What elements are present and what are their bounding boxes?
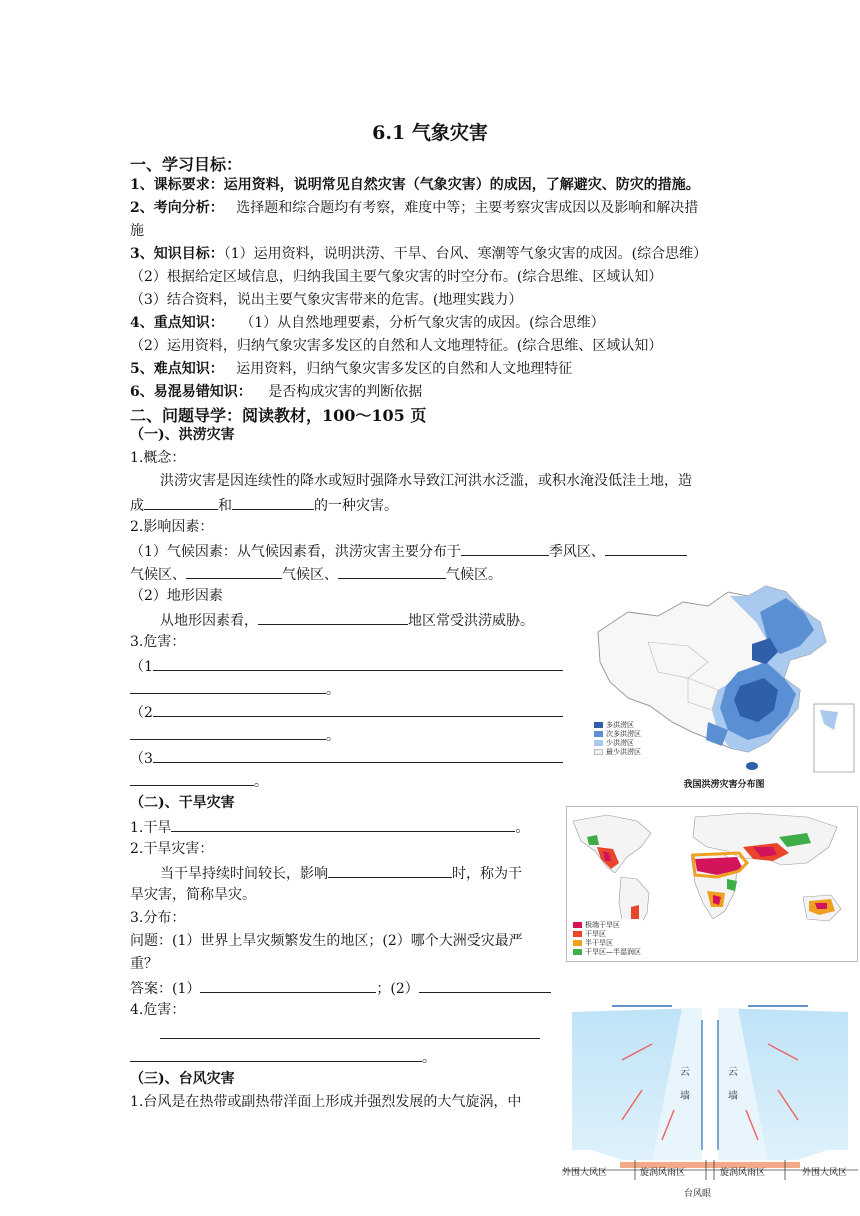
- legend-label: 多洪涝区: [606, 720, 634, 729]
- typhoon-heading: （三)、台风灾害: [130, 1071, 235, 1087]
- flood-climate-factor-cont: [130, 564, 502, 584]
- flood-terrain-text: [160, 610, 534, 630]
- text: 的一种灾害。: [314, 498, 398, 514]
- world-drought-map: [566, 806, 858, 962]
- blank-input[interactable]: [144, 495, 218, 510]
- text: （2: [130, 705, 153, 721]
- legend-label: 极端干旱区: [585, 920, 620, 929]
- flood-harm-3: [130, 748, 563, 768]
- text: 季风区、: [548, 544, 605, 560]
- blank-input[interactable]: [130, 679, 326, 694]
- legend-label: 半干旱区: [585, 938, 613, 947]
- blank-input[interactable]: [338, 564, 446, 579]
- wall-char: 墙: [728, 1091, 738, 1102]
- drought-harm-label: 4.危害：: [130, 1002, 186, 1018]
- text: 。: [422, 1050, 436, 1066]
- blank-input[interactable]: [160, 1024, 540, 1039]
- flood-factors-label: 2.影响因素：: [130, 519, 214, 535]
- vortex-rain-zone-right: 旋涡风雨区: [720, 1168, 766, 1178]
- knowledge-goal-3: （3）结合资料，说出主要气象灾害带来的危害。(地理实践力）: [130, 292, 523, 308]
- flood-harm-1-cont: [130, 679, 340, 699]
- legend-label: 干旱区—半湿润区: [585, 947, 641, 956]
- flood-harm-1: [130, 656, 563, 676]
- drought-question-cont: 重？: [130, 956, 158, 972]
- flood-concept-label: 1.概念：: [130, 450, 186, 466]
- text: 。: [326, 728, 340, 744]
- drought-heading: （二)、干旱灾害: [130, 795, 235, 811]
- legend-swatch: [573, 949, 582, 955]
- text: 1.干旱: [130, 820, 172, 836]
- cloud-wall-label-right: [728, 1066, 738, 1104]
- blank-input[interactable]: [258, 610, 408, 625]
- text: 气候区。: [446, 567, 502, 583]
- exam-analysis-cont: 施: [130, 223, 144, 239]
- difficult-knowledge-label: 5、难点知识：: [130, 361, 224, 377]
- legend-item: [594, 747, 641, 756]
- blank-input[interactable]: [171, 817, 515, 832]
- legend-label: 干旱区: [585, 929, 606, 938]
- blank-input[interactable]: [130, 771, 254, 786]
- world-map-legend: [571, 919, 643, 957]
- key-knowledge-2: （2）运用资料，归纳气象灾害多发区的自然和人文地理特征。(综合思维、区域认知）: [130, 338, 663, 354]
- cloud-char: 云: [680, 1067, 690, 1078]
- curriculum-requirement: 1、课标要求：运用资料，说明常见自然灾害（气象灾害）的成因，了解避灾、防灾的措施。: [130, 177, 700, 193]
- blank-input[interactable]: [200, 978, 376, 993]
- drought-answer: [130, 978, 551, 998]
- drought-question: 问题：(1）世界上旱灾频繁发生的地区；(2）哪个大洲受灾最严: [130, 933, 523, 949]
- text: 。: [326, 682, 340, 698]
- key-knowledge-1: （1）从自然地理要素，分析气象灾害的成因。(综合思维）: [240, 315, 605, 331]
- text: 时，称为干: [452, 866, 522, 882]
- legend-label: 次多洪涝区: [606, 729, 641, 738]
- text: ；(2）: [376, 981, 419, 997]
- legend-swatch: [594, 749, 603, 755]
- difficult-knowledge-text: 运用资料，归纳气象灾害多发区的自然和人文地理特征: [236, 361, 573, 377]
- section-2-heading: 二、问题导学：阅读教材，100～105 页: [130, 406, 427, 425]
- legend-swatch: [573, 922, 582, 928]
- confusing-knowledge-text: 是否构成灾害的判断依据: [268, 384, 423, 400]
- exam-analysis-label: 2、考向分析：: [130, 200, 224, 216]
- vortex-rain-zone-left: 旋涡风雨区: [640, 1168, 686, 1178]
- outer-wind-zone-right: 外围大风区: [802, 1168, 848, 1178]
- blank-input[interactable]: [419, 978, 551, 993]
- blank-input[interactable]: [130, 725, 326, 740]
- legend-swatch: [573, 931, 582, 937]
- blank-input[interactable]: [232, 495, 314, 510]
- text: 答案：(1）: [130, 981, 201, 997]
- section-1-heading: 一、学习目标：: [130, 155, 243, 174]
- key-knowledge: [130, 314, 605, 332]
- legend-swatch: [594, 740, 603, 746]
- typhoon-graphic: [562, 1000, 858, 1216]
- legend-swatch: [573, 940, 582, 946]
- text: 。: [515, 820, 530, 836]
- difficult-knowledge: [130, 360, 572, 378]
- text: 地区常受洪涝威胁。: [408, 613, 534, 629]
- flood-harm-2-cont: [130, 725, 340, 745]
- legend-label: 最少洪涝区: [606, 747, 641, 756]
- text: （3: [130, 751, 153, 767]
- text: （1: [130, 659, 153, 675]
- drought-distribution-label: 3.分布：: [130, 910, 186, 926]
- legend-item: [573, 947, 641, 956]
- cloud-char: 云: [728, 1067, 738, 1078]
- flood-harm-2: [130, 702, 563, 722]
- drought-harm-blank-2: [130, 1047, 436, 1067]
- china-flood-map: [588, 582, 860, 792]
- legend-item: [573, 920, 641, 929]
- text: （1）气候因素：从气候因素看，洪涝灾害主要分布于: [130, 544, 461, 560]
- china-map-graphic: [588, 582, 860, 792]
- flood-harm-label: 3.危害：: [130, 634, 186, 650]
- blank-input[interactable]: [328, 863, 452, 878]
- flood-terrain-label: （2）地形因素: [130, 588, 223, 604]
- legend-swatch: [594, 731, 603, 737]
- text: 成: [130, 498, 144, 514]
- typhoon-eye-label: 台风眼: [684, 1189, 712, 1199]
- flood-harm-3-cont: [130, 771, 268, 791]
- knowledge-goal-label: 3、知识目标：: [130, 246, 224, 262]
- cloud-wall-label-left: [680, 1066, 690, 1104]
- china-map-legend: [594, 720, 641, 756]
- china-map-caption: 我国洪涝灾害分布图: [683, 780, 765, 790]
- blank-input[interactable]: [130, 1047, 422, 1062]
- knowledge-goal-2: （2）根据给定区域信息，归纳我国主要气象灾害的时空分布。(综合思维、区域认知）: [130, 269, 663, 285]
- flood-climate-factor: [130, 541, 687, 561]
- typhoon-structure-diagram: [562, 1000, 858, 1216]
- blank-input[interactable]: [153, 748, 563, 763]
- text: 从地形因素看，: [160, 613, 258, 629]
- drought-disaster-text: [160, 863, 522, 883]
- exam-analysis-text: 选择题和综合题均有考察，难度中等；主要考察灾害成因以及影响和解决措: [236, 200, 699, 216]
- key-knowledge-label: 4、重点知识：: [130, 315, 224, 331]
- blank-input[interactable]: [153, 656, 563, 671]
- text: 气候区、: [130, 567, 186, 583]
- text: 当干旱持续时间较长，影响: [160, 866, 328, 882]
- drought-harm-blank-1: [160, 1024, 540, 1044]
- flood-heading: （一)、洪涝灾害: [130, 427, 235, 443]
- flood-concept-cont: [130, 495, 398, 515]
- drought-definition: [130, 817, 529, 837]
- knowledge-goal-1: （1）运用资料，说明洪涝、干旱、台风、寒潮等气象灾害的成因。(综合思维）: [223, 246, 708, 262]
- text: 和: [218, 498, 232, 514]
- wall-char: 墙: [680, 1091, 690, 1102]
- outer-wind-zone-left: 外围大风区: [562, 1168, 608, 1178]
- typhoon-definition: 1.台风是在热带或副热带洋面上形成并强烈发展的大气旋涡，中: [130, 1094, 522, 1110]
- blank-input[interactable]: [605, 541, 687, 556]
- drought-disaster-cont: 旱灾害，简称旱灾。: [130, 887, 256, 903]
- text: 气候区、: [282, 567, 338, 583]
- confusing-knowledge: [130, 383, 422, 401]
- drought-disaster-label: 2.干旱灾害：: [130, 841, 214, 857]
- legend-label: 少洪涝区: [606, 738, 634, 747]
- knowledge-goal: [130, 245, 707, 263]
- confusing-knowledge-label: 6、易混易错知识：: [130, 384, 252, 400]
- flood-concept-text: 洪涝灾害是因连续性的降水或短时强降水导致江河洪水泛滥，或积水淹没低洼土地，造: [160, 473, 692, 489]
- blank-input[interactable]: [153, 702, 563, 717]
- text: 。: [254, 774, 268, 790]
- blank-input[interactable]: [461, 541, 549, 556]
- blank-input[interactable]: [186, 564, 282, 579]
- page-title: 6.1 气象灾害: [372, 122, 488, 144]
- legend-swatch: [594, 722, 603, 728]
- exam-analysis: [130, 199, 698, 217]
